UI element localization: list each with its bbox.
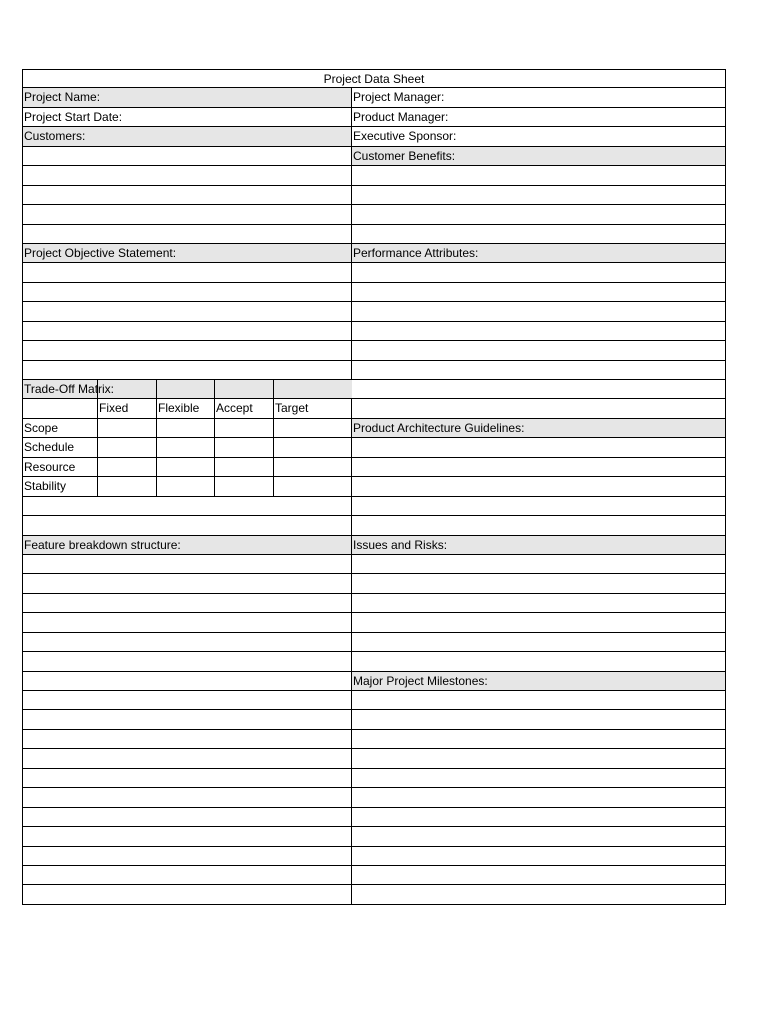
empty-cell[interactable] <box>352 730 726 748</box>
empty-cell[interactable] <box>352 380 726 398</box>
sheet-row <box>22 497 726 516</box>
trade-off-row <box>22 458 726 477</box>
empty-cell[interactable] <box>22 672 352 690</box>
matrix-cell[interactable] <box>214 419 273 437</box>
empty-cell[interactable] <box>352 827 726 845</box>
trade-off-row-cells <box>22 458 352 476</box>
empty-cell[interactable] <box>352 341 726 359</box>
column-header-accept: Accept <box>214 399 273 417</box>
row-label-stability: Stability <box>24 479 67 494</box>
project-data-sheet <box>22 69 726 905</box>
empty-cell[interactable] <box>22 633 352 651</box>
empty-cell[interactable] <box>22 147 352 165</box>
empty-cell[interactable] <box>352 438 726 456</box>
empty-cell[interactable] <box>22 341 352 359</box>
empty-cell[interactable] <box>352 749 726 767</box>
sheet-row <box>22 225 726 244</box>
empty-cell[interactable] <box>22 710 352 728</box>
empty-cell[interactable] <box>22 594 352 612</box>
row-label-schedule: Schedule <box>24 440 75 455</box>
empty-cell[interactable] <box>22 847 352 865</box>
sheet-row <box>22 302 726 321</box>
sheet-row <box>22 769 726 788</box>
empty-cell[interactable] <box>22 691 352 709</box>
sheet-row <box>22 166 726 185</box>
sheet-row <box>22 866 726 885</box>
empty-cell[interactable] <box>22 516 352 534</box>
sheet-row <box>22 186 726 205</box>
customer-benefits-header[interactable]: Customer Benefits: <box>352 147 726 165</box>
matrix-corner-cell[interactable] <box>23 399 97 417</box>
objective-header[interactable]: Project Objective Statement: <box>22 244 352 262</box>
empty-cell[interactable] <box>22 885 352 903</box>
matrix-cell[interactable] <box>97 438 156 456</box>
sheet-row <box>22 652 726 671</box>
sheet-row <box>22 885 726 904</box>
trade-off-title-row <box>22 380 726 399</box>
sheet-row <box>22 322 726 341</box>
column-header-flexible: Flexible <box>156 399 214 417</box>
matrix-cell[interactable] <box>273 458 352 476</box>
empty-cell[interactable] <box>352 769 726 787</box>
empty-cell[interactable] <box>352 574 726 592</box>
milestones-header[interactable]: Major Project Milestones: <box>352 672 726 690</box>
sheet-row <box>22 108 726 127</box>
empty-cell[interactable] <box>22 263 352 281</box>
project-name-field[interactable]: Project Name: <box>22 88 352 106</box>
empty-cell[interactable] <box>22 613 352 631</box>
matrix-cell[interactable] <box>273 438 352 456</box>
sheet-row <box>22 516 726 535</box>
sheet-row <box>22 847 726 866</box>
column-header-target: Target <box>273 399 352 417</box>
sheet-row <box>22 127 726 146</box>
empty-cell[interactable] <box>22 827 352 845</box>
empty-cell[interactable] <box>352 594 726 612</box>
empty-cell[interactable] <box>22 186 352 204</box>
sheet-row <box>22 613 726 632</box>
matrix-cell[interactable] <box>156 458 214 476</box>
sheet-row <box>22 633 726 652</box>
matrix-cell[interactable] <box>214 438 273 456</box>
empty-cell[interactable] <box>352 283 726 301</box>
performance-attributes-header[interactable]: Performance Attributes: <box>352 244 726 262</box>
sheet-row <box>22 205 726 224</box>
sheet-row <box>22 788 726 807</box>
empty-cell[interactable] <box>22 749 352 767</box>
matrix-cell[interactable] <box>97 477 156 495</box>
empty-cell[interactable] <box>22 497 352 515</box>
empty-cell[interactable] <box>352 516 726 534</box>
sheet-title: Project Data Sheet <box>22 70 726 87</box>
trade-off-row <box>22 419 726 438</box>
empty-cell[interactable] <box>22 808 352 826</box>
empty-cell[interactable] <box>22 361 352 379</box>
matrix-cell[interactable] <box>156 380 214 398</box>
empty-cell[interactable] <box>352 497 726 515</box>
sheet-row <box>22 710 726 729</box>
row-label-scope: Scope <box>24 420 59 435</box>
project-manager-field[interactable]: Project Manager: <box>352 88 726 106</box>
feature-breakdown-header[interactable]: Feature breakdown structure: <box>22 536 352 554</box>
customers-field[interactable]: Customers: <box>22 127 352 145</box>
sheet-row <box>22 244 726 263</box>
matrix-cell[interactable] <box>156 419 214 437</box>
sheet-row <box>22 808 726 827</box>
matrix-cell[interactable] <box>97 458 156 476</box>
empty-cell[interactable] <box>352 225 726 243</box>
empty-cell[interactable] <box>22 652 352 670</box>
trade-off-row <box>22 477 726 496</box>
project-start-date-field[interactable]: Project Start Date: <box>22 108 352 126</box>
empty-cell[interactable] <box>22 283 352 301</box>
empty-cell[interactable] <box>352 186 726 204</box>
sheet-row <box>22 827 726 846</box>
empty-cell[interactable] <box>352 710 726 728</box>
sheet-row <box>22 574 726 593</box>
matrix-cell[interactable] <box>273 380 352 398</box>
trade-off-row-cells <box>22 438 352 456</box>
matrix-cell[interactable] <box>273 477 352 495</box>
empty-cell[interactable] <box>352 458 726 476</box>
architecture-guidelines-header[interactable]: Product Architecture Guidelines: <box>352 419 726 437</box>
executive-sponsor-field[interactable]: Executive Sponsor: <box>352 127 726 145</box>
empty-cell[interactable] <box>22 225 352 243</box>
sheet-row <box>22 341 726 360</box>
sheet-row <box>22 672 726 691</box>
empty-cell[interactable] <box>22 574 352 592</box>
empty-cell[interactable] <box>22 166 352 184</box>
trade-off-columns <box>22 399 352 417</box>
sheet-row <box>22 361 726 380</box>
empty-cell[interactable] <box>352 885 726 903</box>
matrix-cell[interactable] <box>97 419 156 437</box>
title-row <box>22 69 726 88</box>
trade-off-matrix-title: Trade-Off Matrix: <box>24 382 115 396</box>
sheet-row <box>22 536 726 555</box>
sheet-row <box>22 555 726 574</box>
empty-cell[interactable] <box>352 477 726 495</box>
matrix-cell[interactable] <box>273 419 352 437</box>
sheet-row <box>22 263 726 282</box>
trade-off-row-cells <box>22 477 352 495</box>
empty-cell[interactable] <box>352 302 726 320</box>
empty-cell[interactable] <box>352 205 726 223</box>
trade-off-column-row <box>22 399 726 418</box>
sheet-row <box>22 691 726 710</box>
empty-cell[interactable] <box>352 613 726 631</box>
sheet-row <box>22 283 726 302</box>
empty-cell[interactable] <box>352 166 726 184</box>
empty-cell[interactable] <box>22 302 352 320</box>
empty-cell[interactable] <box>352 847 726 865</box>
empty-cell[interactable] <box>352 322 726 340</box>
matrix-cell[interactable] <box>156 477 214 495</box>
trade-off-row <box>22 438 726 457</box>
sheet-row <box>22 594 726 613</box>
matrix-cell[interactable] <box>156 438 214 456</box>
empty-cell[interactable] <box>352 652 726 670</box>
row-label-resource: Resource <box>24 459 76 474</box>
sheet-row <box>22 88 726 107</box>
sheet-row <box>22 730 726 749</box>
sheet-row <box>22 147 726 166</box>
empty-cell[interactable] <box>22 866 352 884</box>
empty-cell[interactable] <box>352 633 726 651</box>
matrix-cell[interactable] <box>214 458 273 476</box>
empty-cell[interactable] <box>22 555 352 573</box>
empty-cell[interactable] <box>22 788 352 806</box>
empty-cell[interactable] <box>352 555 726 573</box>
empty-cell[interactable] <box>352 866 726 884</box>
matrix-cell[interactable] <box>214 477 273 495</box>
empty-cell[interactable] <box>22 769 352 787</box>
empty-cell[interactable] <box>22 730 352 748</box>
trade-off-matrix-header <box>22 380 352 398</box>
empty-cell[interactable] <box>22 205 352 223</box>
empty-cell[interactable] <box>352 691 726 709</box>
sheet-row <box>22 749 726 768</box>
empty-cell[interactable] <box>352 399 726 417</box>
empty-cell[interactable] <box>352 361 726 379</box>
empty-cell[interactable] <box>352 263 726 281</box>
empty-cell[interactable] <box>352 788 726 806</box>
matrix-cell[interactable] <box>214 380 273 398</box>
product-manager-field[interactable]: Product Manager: <box>352 108 726 126</box>
column-header-fixed: Fixed <box>97 399 156 417</box>
trade-off-row-cells <box>22 419 352 437</box>
empty-cell[interactable] <box>352 808 726 826</box>
empty-cell[interactable] <box>22 322 352 340</box>
issues-risks-header[interactable]: Issues and Risks: <box>352 536 726 554</box>
